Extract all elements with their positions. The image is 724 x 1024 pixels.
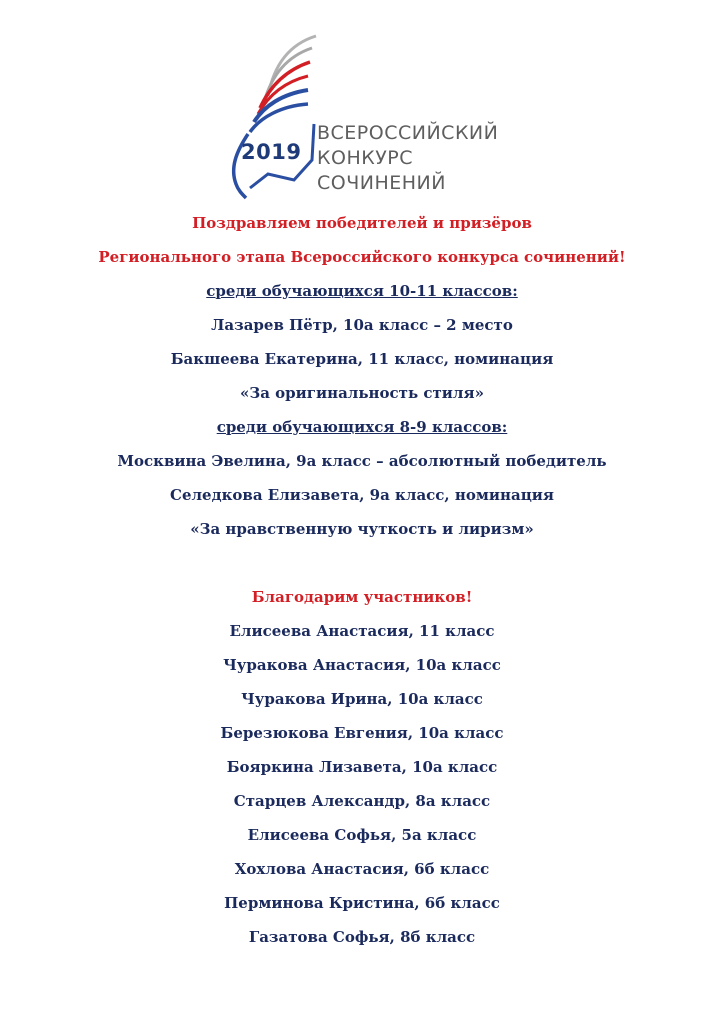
winner-line: Лазарев Пётр, 10а класс – 2 место xyxy=(211,316,513,334)
nomination-line: «За нравственную чуткость и лиризм» xyxy=(190,520,534,538)
contest-logo xyxy=(228,34,528,200)
logo-line-1: ВСЕРОССИЙСКИЙ xyxy=(317,122,499,144)
winner-line: Москвина Эвелина, 9а класс – абсолютный победитель xyxy=(117,452,607,470)
winner-line: Селедкова Елизавета, 9а класс, номинация xyxy=(170,486,554,504)
quill-book-emblem-icon xyxy=(228,34,318,200)
logo-line-3: СОЧИНЕНИЙ xyxy=(317,172,446,194)
congrats-line-2: Регионального этапа Всероссийского конкурса сочинений! xyxy=(98,248,626,266)
nomination-line: «За оригинальность стиля» xyxy=(240,384,484,402)
participant-item: Березюкова Евгения, 10а класс xyxy=(220,724,504,742)
thanks-heading: Благодарим участников! xyxy=(251,588,473,606)
participant-item: Газатова Софья, 8б класс xyxy=(248,928,476,946)
participant-item: Бояркина Лизавета, 10а класс xyxy=(226,758,498,776)
congrats-line-1: Поздравляем победителей и призёров xyxy=(192,214,532,232)
logo-line-2: КОНКУРС xyxy=(317,147,414,169)
participant-item: Хохлова Анастасия, 6б класс xyxy=(234,860,490,878)
announcement-body xyxy=(0,206,724,954)
participant-item: Чуракова Анастасия, 10а класс xyxy=(223,656,501,674)
participant-item: Перминова Кристина, 6б класс xyxy=(224,894,500,912)
participant-item: Елисеева Софья, 5а класс xyxy=(247,826,477,844)
participant-item: Старцев Александр, 8а класс xyxy=(233,792,491,810)
participant-item: Чуракова Ирина, 10а класс xyxy=(241,690,483,708)
section-spacer xyxy=(0,546,724,580)
group-10-11-heading: среди обучающихся 10-11 классов: xyxy=(206,282,518,300)
winner-line: Бакшеева Екатерина, 11 класс, номинация xyxy=(170,350,554,368)
logo-year: 2019 xyxy=(241,140,302,164)
group-8-9-heading: среди обучающихся 8-9 классов: xyxy=(216,418,508,436)
participant-item: Елисеева Анастасия, 11 класс xyxy=(229,622,495,640)
